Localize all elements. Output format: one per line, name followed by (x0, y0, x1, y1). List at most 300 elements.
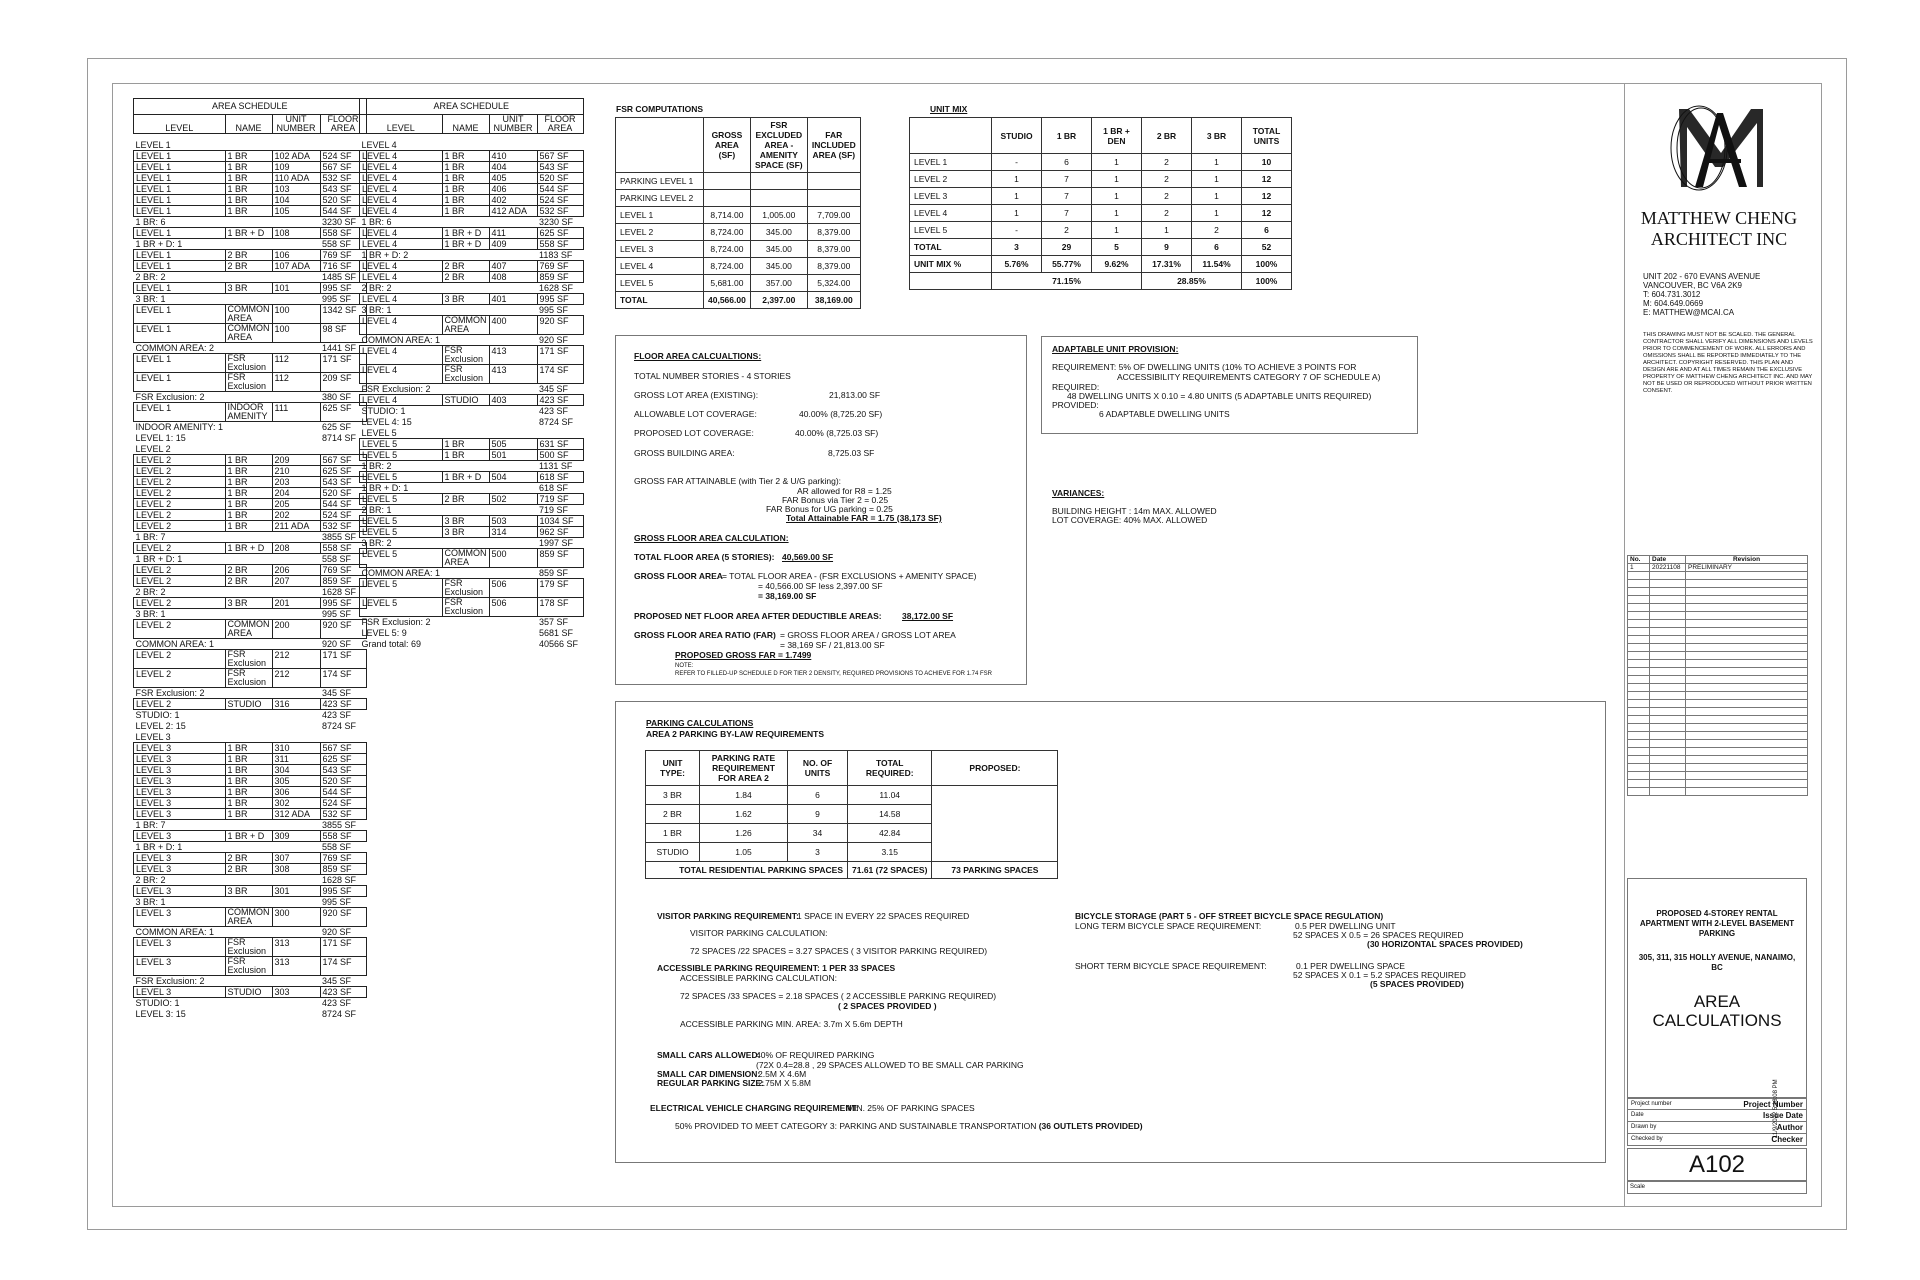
schedule-col-header: NAME (225, 115, 272, 134)
fsr-cell (750, 173, 807, 190)
revision-cell (1650, 660, 1686, 668)
table-cell: 1 BR (225, 466, 272, 477)
table-row (134, 543, 367, 554)
table-cell: 179 SF (537, 579, 583, 598)
table-row (360, 450, 584, 461)
table-cell: 558 SF (320, 228, 366, 239)
table-row (134, 422, 367, 433)
table-cell: LEVEL 4 (360, 239, 443, 250)
parking-col-header: NO. OF UNITS (788, 751, 848, 786)
table-row (134, 576, 367, 587)
revision-row-empty (1628, 660, 1808, 668)
table-row (134, 998, 367, 1009)
table-row (360, 283, 584, 294)
table-row (360, 439, 584, 450)
table-cell: LEVEL 1 (134, 195, 226, 206)
table-cell: FSR Exclusion (225, 650, 272, 669)
table-cell: FSR Exclusion (225, 354, 272, 373)
table-cell: 103 (272, 184, 320, 195)
table-row (134, 305, 367, 324)
variance-coverage: LOT COVERAGE: 40% MAX. ALLOWED (1052, 515, 1208, 525)
adaptable-title: ADAPTABLE UNIT PROVISION: (1052, 344, 1179, 354)
revision-table-wrap (1627, 555, 1808, 796)
table-row (134, 987, 367, 998)
revision-cell (1686, 660, 1808, 668)
table-cell: 1 BR (225, 173, 272, 184)
table-cell (272, 721, 320, 732)
revision-cell (1628, 660, 1650, 668)
far-line-2: FAR Bonus via Tier 2 = 0.25 (782, 495, 889, 505)
far-line-1: AR allowed for R8 = 1.25 (797, 486, 892, 496)
unit-mix-cell: LEVEL 2 (910, 171, 992, 188)
table-row (134, 908, 367, 927)
table-cell: COMMON AREA (442, 549, 489, 568)
revision-cell (1686, 740, 1808, 748)
parking-total-label: TOTAL RESIDENTIAL PARKING SPACES (646, 862, 848, 879)
table-cell: 558 SF (537, 239, 583, 250)
table-cell: 201 (272, 598, 320, 609)
table-cell: 1 BR: 7 (135, 532, 166, 542)
gfa-label: GROSS FLOOR AREA (634, 571, 723, 581)
table-cell: LEVEL 4 (361, 139, 397, 150)
bike-long-2: 52 SPACES X 0.5 = 26 SPACES REQUIRED (1293, 930, 1464, 940)
table-cell: 1 BR (225, 151, 272, 162)
table-row (134, 976, 367, 987)
table-cell (272, 710, 320, 721)
table-cell: 402 (489, 195, 537, 206)
table-cell: LEVEL 1 (134, 283, 226, 294)
table-cell (489, 639, 537, 650)
table-cell: 543 SF (320, 184, 366, 195)
table-cell (272, 732, 320, 743)
revision-cell (1628, 612, 1650, 620)
table-cell (272, 239, 320, 250)
table-cell: 304 (272, 765, 320, 776)
fsr-cell: 345.00 (750, 258, 807, 275)
table-cell: 1 BR + D (442, 228, 489, 239)
table-row (134, 343, 367, 354)
revision-row-empty (1628, 652, 1808, 660)
parking-cell: 6 (788, 786, 848, 805)
table-cell: FSR Exclusion (225, 938, 272, 957)
unit-mix-cell: 1 (1092, 171, 1142, 188)
gfa-line-2: = 40,566.00 SF less 2,397.00 SF (758, 581, 883, 591)
unit-mix-cell: 2 (1142, 171, 1192, 188)
unit-mix-cell: 10 (1242, 154, 1292, 171)
table-cell: 1 BR (442, 450, 489, 461)
table-cell: LEVEL 4 (360, 228, 443, 239)
table-cell: 1 BR (225, 184, 272, 195)
fsr-cell: 8,379.00 (807, 258, 860, 275)
small-cars-requirement: 40% OF REQUIRED PARKING (756, 1050, 875, 1060)
table-cell: LEVEL 3 (134, 787, 226, 798)
table-cell: 210 (272, 466, 320, 477)
table-cell (489, 250, 537, 261)
table-cell (272, 998, 320, 1009)
table-cell: 1 BR + D: 1 (135, 554, 183, 564)
table-cell: LEVEL 2 (134, 598, 226, 609)
table-cell (272, 820, 320, 831)
table-cell: 8724 SF (322, 1008, 357, 1019)
table-cell: 558 SF (322, 554, 352, 564)
table-cell: 520 SF (320, 488, 366, 499)
table-cell: 995 SF (320, 886, 366, 897)
table-row (360, 483, 584, 494)
table-cell (272, 294, 320, 305)
table-cell: STUDIO: 1 (361, 406, 406, 416)
table-cell: FSR Exclusion (442, 598, 489, 617)
revision-cell (1686, 668, 1808, 676)
fsr-cell: 357.00 (750, 275, 807, 292)
table-cell: COMMON AREA: 1 (135, 927, 215, 937)
adaptable-required: 48 DWELLING UNITS X 0.10 = 4.80 UNITS (5 ADAPTABLE UNITS REQUIRED) (1067, 391, 1372, 401)
table-cell: COMMON AREA: 1 (361, 568, 441, 578)
bike-long-label: LONG TERM BICYCLE SPACE REQUIREMENT: (1075, 921, 1262, 931)
fsr-cell: LEVEL 5 (616, 275, 704, 292)
floor-area-title: FLOOR AREA CALCUALTIONS: (634, 351, 762, 361)
table-cell: 558 SF (320, 831, 366, 842)
firm-mobile: M: 604.649.0669 (1643, 299, 1704, 308)
revision-row-empty (1628, 676, 1808, 684)
unit-mix-col-header: 1 BR + DEN (1092, 118, 1142, 154)
table-cell: 859 SF (320, 576, 366, 587)
parking-col-header: PARKING RATE REQUIREMENT FOR AREA 2 (700, 751, 788, 786)
table-cell (272, 433, 320, 444)
table-cell: LEVEL 4 (360, 272, 443, 283)
table-cell: 101 (272, 283, 320, 294)
table-row (360, 335, 584, 346)
table-cell (537, 140, 583, 151)
fsr-row (616, 190, 861, 207)
table-cell (225, 444, 272, 455)
parking-cell: STUDIO (646, 843, 700, 862)
adaptable-requirement: REQUIREMENT: 5% OF DWELLING UNITS (10% TO ACHIEVE 3 POINTS FOR (1052, 362, 1357, 372)
table-cell (272, 587, 320, 598)
unit-mix-cell: - (992, 154, 1042, 171)
table-cell: LEVEL 2 (134, 699, 226, 710)
regular-size: 2.75M X 5.8M (758, 1078, 811, 1088)
meta-value: Issue Date (1762, 1111, 1803, 1120)
table-cell: FSR Exclusion (442, 365, 489, 384)
table-cell: 40566 SF (539, 638, 579, 649)
unit-mix-title: UNIT MIX (930, 104, 968, 114)
table-row (134, 620, 367, 639)
revision-cell (1628, 748, 1650, 756)
table-row (134, 798, 367, 809)
unit-mix-cell: 9.62% (1092, 256, 1142, 273)
table-cell (489, 505, 537, 516)
table-row (134, 650, 367, 669)
revision-cell (1686, 588, 1808, 596)
table-cell (225, 343, 272, 354)
table-cell: 171 SF (320, 650, 366, 669)
table-cell: 345 SF (322, 976, 352, 986)
table-cell: 520 SF (320, 776, 366, 787)
table-cell: LEVEL 2 (134, 620, 226, 639)
table-cell: LEVEL 1 (134, 184, 226, 195)
adaptable-provided-label: PROVIDED: (1052, 400, 1099, 410)
table-cell: LEVEL 3 (134, 853, 226, 864)
table-row (360, 173, 584, 184)
table-cell: LEVEL 3 (134, 809, 226, 820)
table-cell (225, 392, 272, 403)
table-cell: STUDIO: 1 (135, 710, 180, 720)
table-row (360, 527, 584, 538)
table-cell: 1342 SF (320, 305, 366, 324)
table-row (134, 609, 367, 620)
table-cell: 524 SF (320, 510, 366, 521)
meta-value: Project Number (1743, 1100, 1803, 1109)
prop-coverage-label: PROPOSED LOT COVERAGE: (634, 428, 754, 438)
unit-mix-col-header: 3 BR (1192, 118, 1242, 154)
table-row (134, 639, 367, 650)
table-cell: LEVEL 4 (360, 206, 443, 217)
sched1-table (133, 98, 367, 1020)
table-cell: LEVEL 2: 15 (135, 720, 186, 731)
table-row (134, 820, 367, 831)
table-cell (225, 294, 272, 305)
revision-cell (1628, 572, 1650, 580)
table-row (360, 568, 584, 579)
fsr-cell (704, 190, 751, 207)
table-cell (272, 897, 320, 908)
fsr-cell: 8,724.00 (704, 224, 751, 241)
bike-short-label: SHORT TERM BICYCLE SPACE REQUIREMENT: (1075, 961, 1267, 971)
table-cell: 1 BR (225, 798, 272, 809)
table-cell: 962 SF (537, 527, 583, 538)
table-cell (225, 532, 272, 543)
table-cell: 310 (272, 743, 320, 754)
table-cell: 3 BR: 1 (361, 305, 392, 315)
fsr-cell: 38,169.00 (807, 292, 860, 309)
parking-proposed-blank (932, 786, 1058, 862)
table-row (360, 217, 584, 228)
table-cell (225, 587, 272, 598)
table-cell: 920 SF (322, 639, 352, 649)
table-cell: LEVEL 1 (134, 261, 226, 272)
table-cell: 543 SF (320, 477, 366, 488)
table-cell (225, 140, 272, 151)
revision-cell (1628, 580, 1650, 588)
table-cell: LEVEL 1 (134, 250, 226, 261)
schedule-col-header: NAME (442, 115, 489, 134)
table-cell: 313 (272, 957, 320, 976)
table-cell: FSR Exclusion (225, 669, 272, 688)
revision-row-empty (1628, 764, 1808, 772)
table-row (134, 444, 367, 455)
table-cell: LEVEL 4 (360, 184, 443, 195)
table-cell (442, 538, 489, 549)
fsr-row (616, 173, 861, 190)
table-cell: 106 (272, 250, 320, 261)
table-cell: LEVEL 4 (360, 195, 443, 206)
table-cell (537, 428, 583, 439)
table-cell (272, 842, 320, 853)
table-cell: 1 BR + D (442, 239, 489, 250)
table-cell: 1 BR (225, 743, 272, 754)
parking-col-header: TOTAL REQUIRED: (848, 751, 932, 786)
table-row (360, 494, 584, 505)
table-cell (442, 305, 489, 316)
table-cell: 859 SF (537, 549, 583, 568)
revision-row-empty (1628, 636, 1808, 644)
table-row (134, 162, 367, 173)
table-cell (489, 305, 537, 316)
table-cell (225, 710, 272, 721)
far-line-3: FAR Bonus for UG parking = 0.25 (766, 504, 893, 514)
unit-mix-cell: 1 (1192, 171, 1242, 188)
parking-title: PARKING CALCULATIONS (646, 718, 754, 728)
table-cell: 108 (272, 228, 320, 239)
table-cell: 2 BR (442, 261, 489, 272)
fsr-row (616, 224, 861, 241)
revision-cell (1628, 588, 1650, 596)
table-cell: 3 BR (225, 886, 272, 897)
fsr-cell: 5,324.00 (807, 275, 860, 292)
table-cell (272, 1009, 320, 1020)
ev-provided-text: 50% PROVIDED TO MEET CATEGORY 3: PARKING AND SUSTAINABLE TRANSPORTATION (675, 1121, 1037, 1131)
meta-label: Checked by (1631, 1136, 1663, 1142)
unit-mix-cell: 1 (992, 188, 1042, 205)
table-cell: 110 ADA (272, 173, 320, 184)
unit-mix-col-header: 2 BR (1142, 118, 1192, 154)
fsr-cell: LEVEL 4 (616, 258, 704, 275)
adaptable-requirement-2: ACCESSIBILITY REQUIREMENTS CATEGORY 7 OF SCHEDULE A) (1117, 372, 1381, 382)
revision-cell (1686, 652, 1808, 660)
table-cell (272, 217, 320, 228)
table-row (134, 1009, 367, 1020)
table-cell: LEVEL 4 (360, 346, 443, 365)
table-row (360, 549, 584, 568)
bldg-area-value: 8,725.03 SF (828, 448, 875, 458)
table-cell: 2 BR: 2 (135, 875, 166, 885)
far-ratio-formula: = GROSS FLOOR AREA / GROSS LOT AREA (780, 630, 956, 640)
revision-cell (1650, 588, 1686, 596)
table-cell: 102 ADA (272, 151, 320, 162)
firm-phone: T: 604.731.3012 (1643, 290, 1701, 299)
revision-cell (1686, 684, 1808, 692)
table-cell: 506 (489, 598, 537, 617)
meta-label: Drawn by (1631, 1124, 1657, 1130)
table-row (134, 710, 367, 721)
table-cell: 1628 SF (322, 875, 357, 885)
table-cell: 567 SF (320, 455, 366, 466)
schedule-title-row (360, 99, 584, 115)
table-row (134, 184, 367, 195)
table-cell: 995 SF (322, 897, 352, 907)
table-cell: LEVEL 5: 9 (361, 627, 407, 638)
table-cell: 500 SF (537, 450, 583, 461)
table-cell: LEVEL 1 (134, 373, 226, 392)
revision-cell (1686, 580, 1808, 588)
table-row (360, 272, 584, 283)
table-row (134, 261, 367, 272)
note-text: REFER TO FILLED-UP SCHEDULE D FOR TIER 2 DENSITY, REQUIRED PROVISIONS TO ACHIEVE FOR 1.74 FSR (675, 671, 992, 677)
table-cell: LEVEL 1 (134, 324, 226, 343)
table-cell: 631 SF (537, 439, 583, 450)
revision-cell (1686, 596, 1808, 604)
table-cell: 1 BR: 2 (361, 461, 392, 471)
table-cell (442, 639, 489, 650)
unit-mix-cell: 11.54% (1192, 256, 1242, 273)
table-cell: LEVEL 4 (360, 365, 443, 384)
revision-cell (1628, 780, 1650, 788)
revision-cell (1650, 676, 1686, 684)
parking-cell: 3.15 (848, 843, 932, 862)
revision-cell (1628, 724, 1650, 732)
revision-col-header: No. (1628, 556, 1650, 564)
revision-header-row (1628, 556, 1808, 564)
table-row (134, 206, 367, 217)
table-cell (489, 335, 537, 346)
unit-mix-row (910, 188, 1292, 205)
sheet-title-2: CALCULATIONS (1652, 1011, 1782, 1030)
table-cell: COMMON AREA (225, 305, 272, 324)
table-row (134, 927, 367, 938)
table-cell (272, 554, 320, 565)
table-row (134, 938, 367, 957)
table-cell: LEVEL 3 (135, 731, 171, 742)
table-row (134, 521, 367, 532)
table-cell: 306 (272, 787, 320, 798)
table-cell: 1441 SF (322, 343, 357, 353)
table-cell: LEVEL 4 (360, 316, 443, 335)
table-row (360, 365, 584, 384)
firm-address-2: VANCOUVER, BC V6A 2K9 (1643, 281, 1742, 290)
table-cell: 314 (489, 527, 537, 538)
table-cell: 995 SF (322, 609, 352, 619)
table-row (134, 477, 367, 488)
table-cell: 104 (272, 195, 320, 206)
table-cell (489, 428, 537, 439)
bldg-area-label: GROSS BUILDING AREA: (634, 448, 735, 458)
table-cell: 920 SF (322, 927, 352, 937)
table-cell: 995 SF (539, 305, 569, 315)
revision-cell (1650, 596, 1686, 604)
table-cell: 407 (489, 261, 537, 272)
table-cell: LEVEL 1 (134, 305, 226, 324)
table-cell: 2 BR: 2 (361, 283, 392, 293)
table-cell: STUDIO: 1 (135, 998, 180, 1008)
table-cell: 1997 SF (539, 538, 574, 548)
firm-address-1: UNIT 202 - 670 EVANS AVENUE (1643, 272, 1761, 281)
far-total: Total Attainable FAR = 1.75 (38,173 SF) (786, 513, 942, 523)
table-cell: LEVEL 3 (134, 743, 226, 754)
parking-cell: 11.04 (848, 786, 932, 805)
table-cell (442, 617, 489, 628)
revision-cell (1686, 700, 1808, 708)
schedule-col-header: LEVEL (134, 115, 226, 134)
schedule-col-header: FLOOR AREA (537, 115, 583, 134)
table-cell (225, 217, 272, 228)
table-cell: LEVEL 2 (134, 499, 226, 510)
table-cell: 205 (272, 499, 320, 510)
table-cell: 2 BR (225, 565, 272, 576)
revision-row-empty (1628, 580, 1808, 588)
revision-cell (1650, 724, 1686, 732)
revision-cell (1686, 628, 1808, 636)
table-cell: LEVEL 4 (360, 261, 443, 272)
table-cell: 625 SF (320, 754, 366, 765)
table-cell: LEVEL 5 (360, 527, 443, 538)
table-row (134, 732, 367, 743)
revision-cell (1686, 724, 1808, 732)
table-cell: 769 SF (320, 565, 366, 576)
table-cell: 920 SF (320, 620, 366, 639)
table-cell: LEVEL 2 (134, 543, 226, 554)
fsr-table-wrap (615, 117, 861, 309)
table-cell: 1 BR: 6 (135, 217, 166, 227)
